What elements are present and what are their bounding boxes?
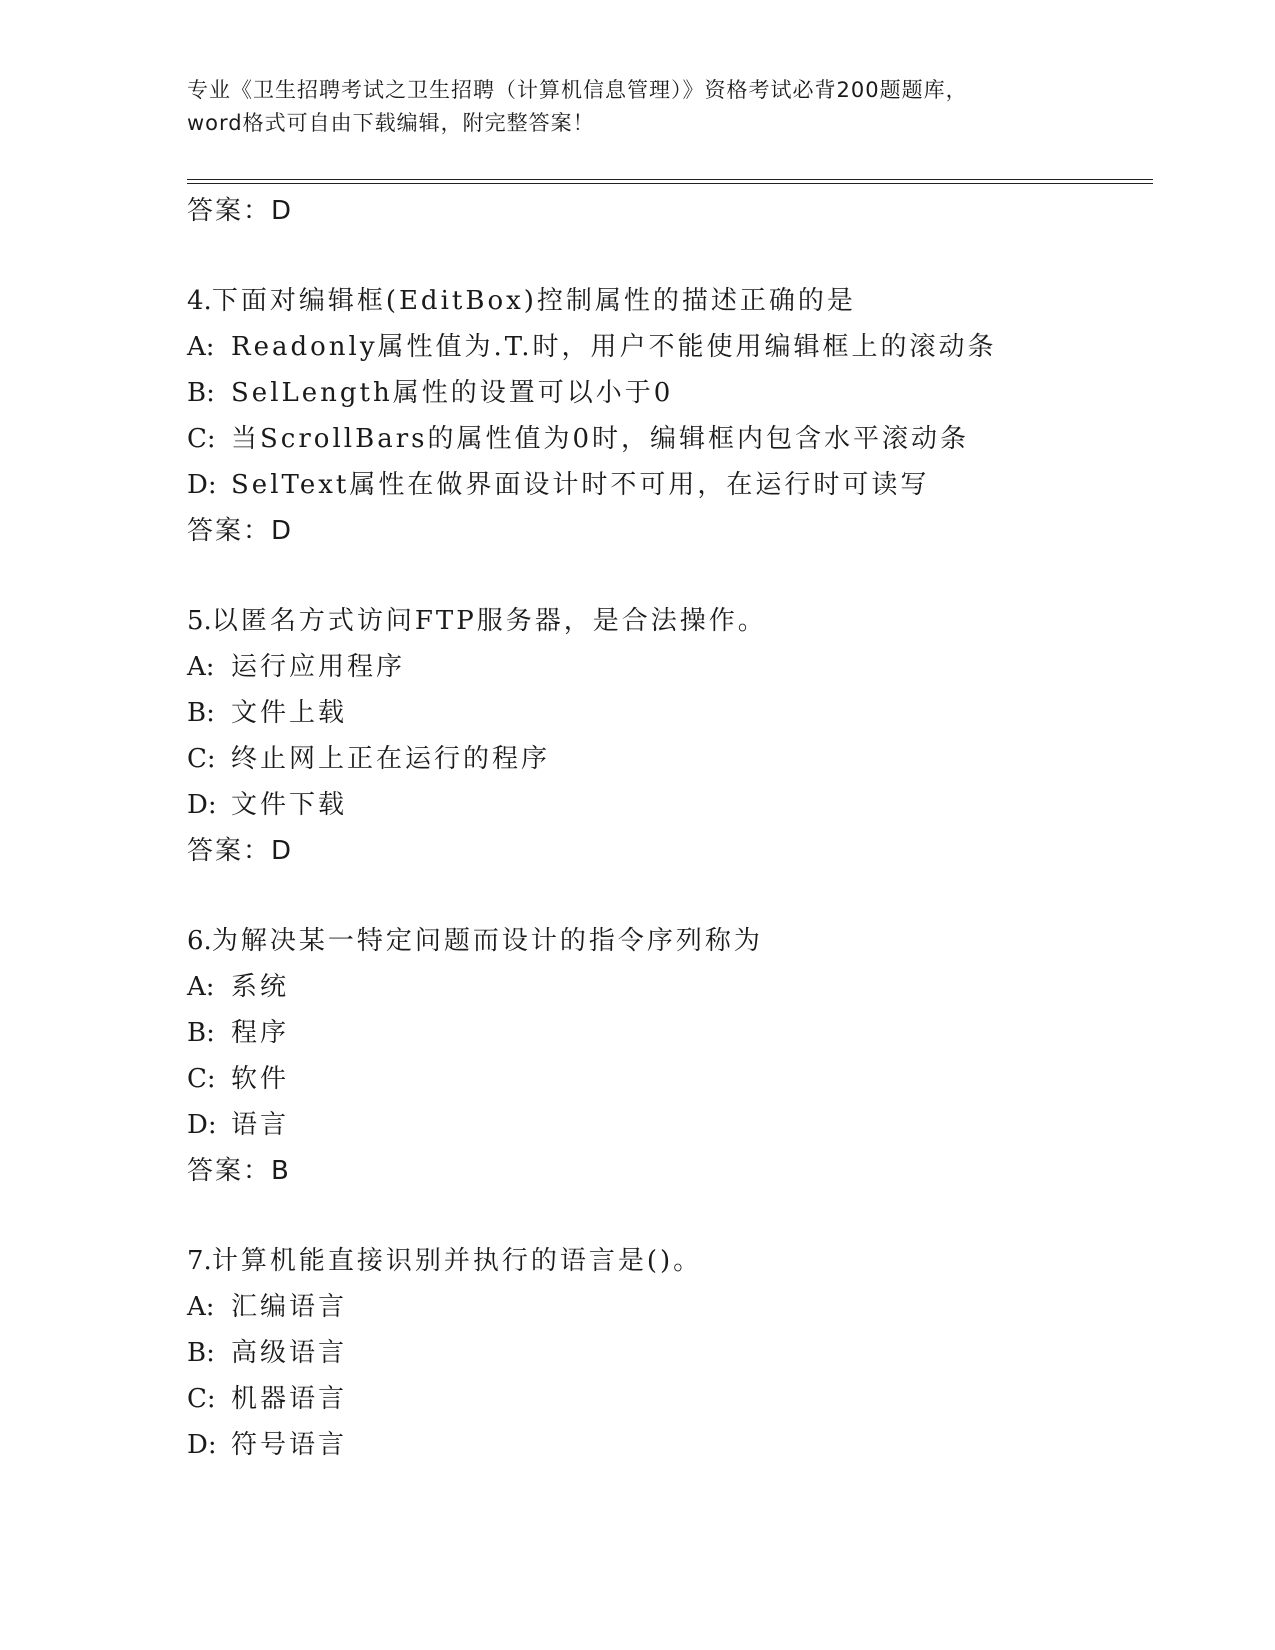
page-header (187, 74, 1087, 140)
question-text (187, 1238, 1167, 1284)
option-text: 程序 (231, 1018, 290, 1048)
option-text: 文件下载 (231, 790, 348, 820)
option-text: 软件 (231, 1064, 290, 1094)
question-number: 5. (187, 606, 212, 636)
option-b (187, 690, 1167, 736)
option-key: D: (187, 470, 217, 500)
option-key: A: (187, 1292, 215, 1322)
option-d (187, 782, 1167, 828)
option-a (187, 324, 1167, 370)
answer-line: 答案：D (187, 516, 294, 546)
option-key: D: (187, 790, 217, 820)
option-text: Readonly属性值为.T.时，用户不能使用编辑框上的滚动条 (231, 332, 997, 362)
option-key: B: (187, 698, 215, 728)
option-key: B: (187, 378, 215, 408)
option-b (187, 370, 1167, 416)
question-stem: 计算机能直接识别并执行的语言是()。 (211, 1246, 703, 1276)
option-text: 当ScrollBars的属性值为0时，编辑框内包含水平滚动条 (231, 424, 970, 454)
option-text: 文件上载 (231, 698, 348, 728)
answer-line: 答案：B (187, 1156, 291, 1186)
question-stem: 以匿名方式访问FTP服务器，是合法操作。 (211, 606, 767, 636)
option-a (187, 964, 1167, 1010)
answer-line: 答案：D (187, 196, 294, 226)
option-key: A: (187, 972, 215, 1002)
option-c (187, 1376, 1167, 1422)
answer-line: 答案：D (187, 836, 294, 866)
option-text: 符号语言 (231, 1430, 348, 1460)
header-line-1: 专业《卫生招聘考试之卫生招聘（计算机信息管理）》资格考试必背200题题库， (187, 78, 968, 102)
question-number: 6. (187, 926, 212, 956)
option-text: 终止网上正在运行的程序 (231, 744, 551, 774)
option-d (187, 1422, 1167, 1468)
question-text (187, 278, 1167, 324)
option-key: A: (187, 652, 215, 682)
option-text: 高级语言 (231, 1338, 348, 1368)
question-stem: 为解决某一特定问题而设计的指令序列称为 (211, 926, 763, 956)
question-number: 7. (187, 1246, 212, 1276)
option-text: 系统 (231, 972, 290, 1002)
option-c (187, 736, 1167, 782)
question-5 (187, 598, 1167, 874)
question-7 (187, 1238, 1167, 1468)
option-text: 机器语言 (231, 1384, 348, 1414)
option-key: C: (187, 424, 216, 454)
option-a (187, 644, 1167, 690)
option-a (187, 1284, 1167, 1330)
question-text (187, 598, 1167, 644)
question-stem: 下面对编辑框(EditBox)控制属性的描述正确的是 (211, 286, 856, 316)
option-key: B: (187, 1338, 215, 1368)
option-key: D: (187, 1430, 217, 1460)
option-key: D: (187, 1110, 217, 1140)
option-text: SelLength属性的设置可以小于0 (231, 378, 674, 408)
question-text (187, 918, 1167, 964)
option-key: C: (187, 1064, 216, 1094)
question-list (187, 188, 1167, 1468)
option-key: A: (187, 332, 215, 362)
option-key: B: (187, 1018, 215, 1048)
header-line-2: word格式可自由下载编辑，附完整答案！ (187, 111, 595, 135)
header-divider-bottom (187, 183, 1153, 184)
option-b (187, 1010, 1167, 1056)
option-b (187, 1330, 1167, 1376)
header-divider-top (187, 179, 1153, 180)
option-c (187, 1056, 1167, 1102)
option-d (187, 462, 1167, 508)
question-number: 4. (187, 286, 212, 316)
option-text: 运行应用程序 (231, 652, 406, 682)
option-key: C: (187, 1384, 216, 1414)
option-text: 汇编语言 (231, 1292, 348, 1322)
option-d (187, 1102, 1167, 1148)
option-text: 语言 (231, 1110, 290, 1140)
option-key: C: (187, 744, 216, 774)
question-6 (187, 918, 1167, 1194)
option-c (187, 416, 1167, 462)
option-text: SelText属性在做界面设计时不可用，在运行时可读写 (231, 470, 930, 500)
question-4 (187, 278, 1167, 554)
